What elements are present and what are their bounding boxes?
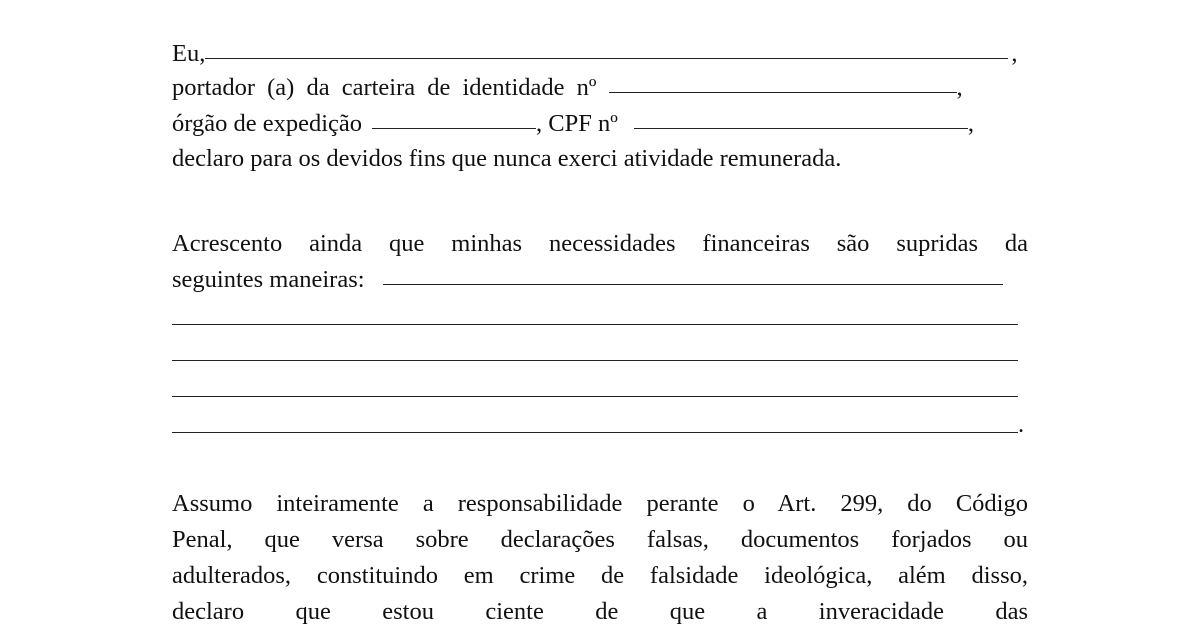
cpf-blank-field[interactable] [634,127,968,129]
id-card-suffix: , [956,74,963,101]
cpf-label: , CPF nº [536,110,618,137]
responsibility-line-3 [172,558,1028,594]
cpf-suffix: , [967,110,974,137]
financial-intro-line [172,226,1028,262]
responsibility-text-4: declaro que estou ciente de que a inveracidade das [172,598,1028,625]
responsibility-line-2 [172,522,1028,558]
id-card-blank-field[interactable] [609,91,957,93]
issuer-label: órgão de expedição [172,110,363,137]
financial-means-blank-field[interactable] [383,283,1003,285]
financial-means-label: seguintes maneiras: [172,266,365,293]
name-blank-field[interactable] [205,57,1008,59]
declaration-line [172,141,1028,177]
issuer-blank-field[interactable] [372,127,536,129]
financial-means-line [172,262,1028,298]
financial-intro-text: Acrescento ainda que minhas necessidades financeiras são supridas da [172,230,1028,257]
name-suffix: , [1011,40,1018,67]
financial-blank-line-4[interactable] [172,432,1018,433]
responsibility-text-3: adulterados, constituindo em crime de falsidade ideológica, além disso, [172,562,1028,589]
name-line [172,36,1028,72]
responsibility-text-1: Assumo inteiramente a responsabilidade perante o Art. 299, do Código [172,490,1028,517]
name-prefix: Eu, [172,40,206,67]
responsibility-text-2: Penal, que versa sobre declarações falsas, documentos forjados ou [172,526,1028,553]
financial-end-period: . [1018,411,1025,438]
financial-blank-line-3[interactable] [172,396,1018,397]
responsibility-line-4 [172,594,1028,630]
responsibility-line-1 [172,486,1028,522]
id-card-line [172,70,1028,106]
financial-blank-line-2[interactable] [172,360,1018,361]
issuer-cpf-line [172,106,1028,142]
id-card-label: portador (a) da carteira de identidade nº [172,74,597,101]
declaration-text: declaro para os devidos fins que nunca exerci atividade remunerada. [172,145,842,172]
financial-blank-line-1[interactable] [172,324,1018,325]
